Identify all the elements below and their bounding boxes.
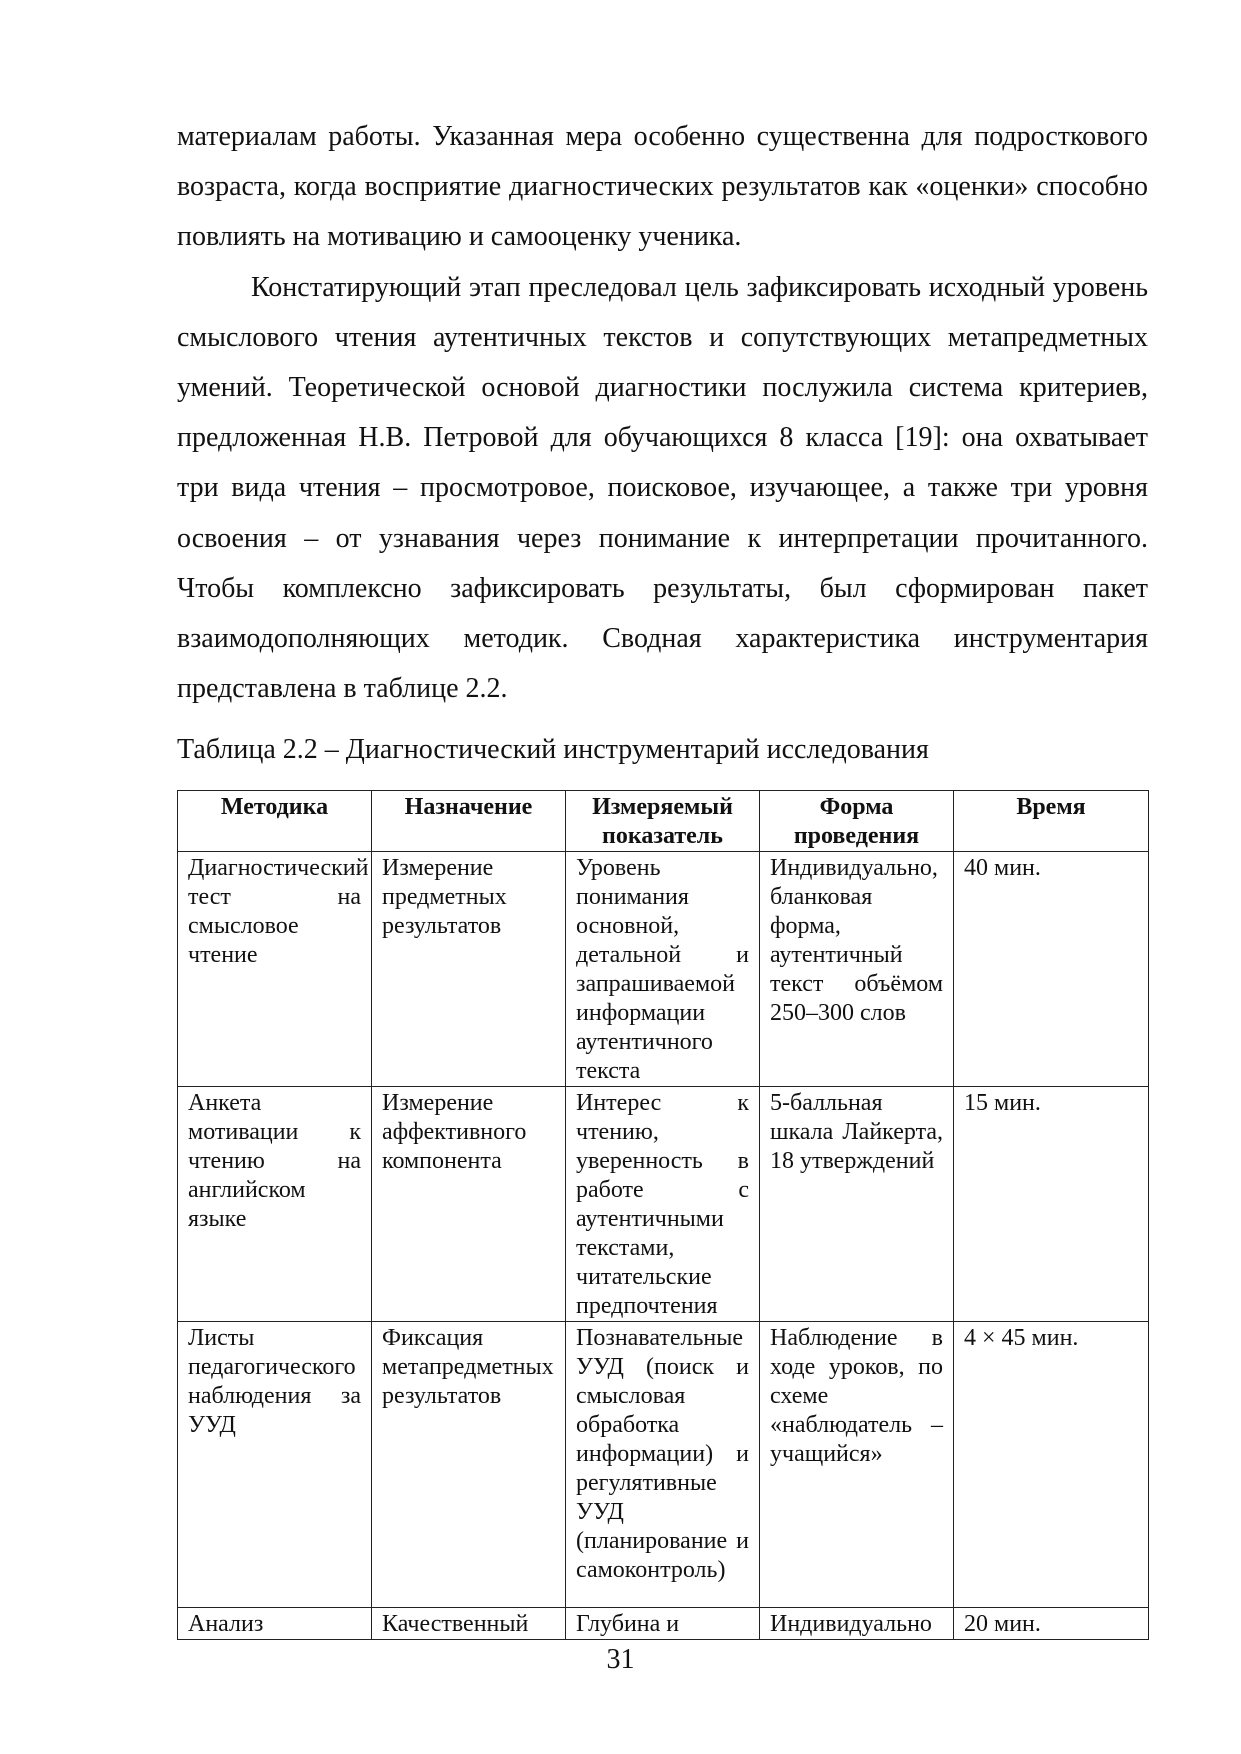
- table-cell: Глубина и: [566, 1608, 760, 1640]
- table-cell: 40 мин.: [954, 852, 1149, 1087]
- table-cell: Познавательные УУД (поиск и смысловая обработка информации) и регулятивные УУД (планирование и самоконтроль): [566, 1322, 760, 1608]
- table-row: [178, 1608, 1149, 1640]
- header-cell: Измеряемый показатель: [566, 791, 760, 852]
- table-row: [178, 1322, 1149, 1608]
- body-text: [177, 112, 1148, 714]
- table-cell: Листы педагогического наблюдения за УУД: [178, 1322, 372, 1608]
- table-cell: Наблюдение в ходе уроков, по схеме «наблюдатель – учащийся»: [760, 1322, 954, 1608]
- table-cell: Качественный: [372, 1608, 566, 1640]
- table-cell: 15 мин.: [954, 1087, 1149, 1322]
- table-cell: Анализ: [178, 1608, 372, 1640]
- table-cell: Диагностический тест на смысловое чтение: [178, 852, 372, 1087]
- table-row: [178, 852, 1149, 1087]
- table-cell: Измерение аффективного компонента: [372, 1087, 566, 1322]
- table-cell: Анкета мотивации к чтению на английском языке: [178, 1087, 372, 1322]
- table-cell: 20 мин.: [954, 1608, 1149, 1640]
- table-cell: Фиксация метапредметных результатов: [372, 1322, 566, 1608]
- header-cell: Назначение: [372, 791, 566, 852]
- table-cell: 5-балльная шкала Лайкерта, 18 утверждений: [760, 1087, 954, 1322]
- table-cell: Уровень понимания основной, детальной и запрашиваемой информации аутентичного текста: [566, 852, 760, 1087]
- page-number: 31: [606, 1644, 635, 1675]
- table-caption: Таблица 2.2 – Диагностический инструментарий исследования: [177, 734, 929, 765]
- table-cell: Индивидуально, бланковая форма, аутентичный текст объёмом 250–300 слов: [760, 852, 954, 1087]
- table-cell: Интерес к чтению, уверенность в работе с аутентичными текстами, читательские предпочтения: [566, 1087, 760, 1322]
- header-cell: Методика: [178, 791, 372, 852]
- header-cell: Время: [954, 791, 1149, 852]
- table-header-row: [178, 791, 1149, 852]
- paragraph: материалам работы. Указанная мера особенно существенна для подросткового возраста, когда восприятие диагностических результатов как «оценки» способно повлиять на мотивацию и самооценку ученика.: [177, 121, 1148, 253]
- table-cell: Индивидуально: [760, 1608, 954, 1640]
- table-row: [178, 1087, 1149, 1322]
- table-cell: Измерение предметных результатов: [372, 852, 566, 1087]
- instruments-table: [177, 790, 1149, 1640]
- table-cell: 4 × 45 мин.: [954, 1322, 1149, 1608]
- paragraph: Констатирующий этап преследовал цель зафиксировать исходный уровень смыслового чтения аутентичных текстов и сопутствующих метапредметных умений. Теоретической основой диагностики послужила система критериев, предложенная Н.В. Петровой для обучающихся 8 класса [19]: она охватывает три вида чтения – просмотровое, поисковое, изучающее, а также три уровня освоения – от узнавания через понимание к интерпретации прочитанного. Чтобы комплексно зафиксировать результаты, был сформирован пакет взаимодополняющих методик. Сводная характеристика инструментария представлена в таблице 2.2.: [177, 271, 1148, 705]
- header-cell: Форма проведения: [760, 791, 954, 852]
